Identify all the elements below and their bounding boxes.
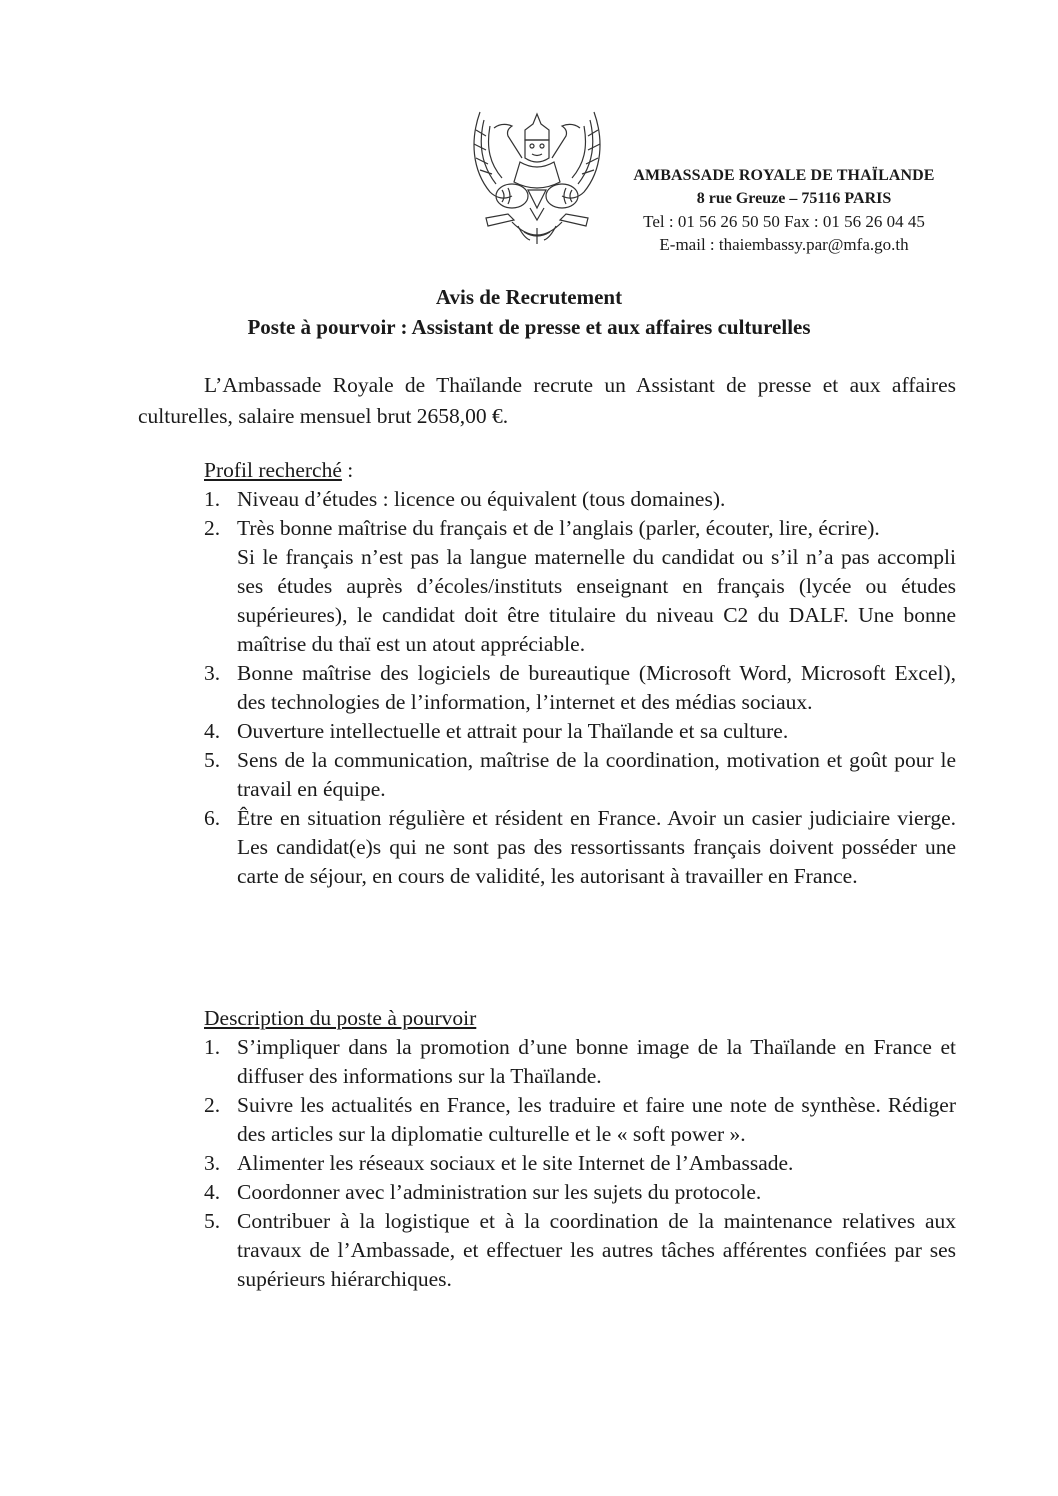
item-number: 1. [204,487,221,511]
item-number: 4. [204,1180,221,1204]
item-number: 4. [204,719,221,743]
document-subtitle: Poste à pourvoir : Assistant de presse et aux affaires culturelles [247,315,811,339]
profile-section [204,456,956,891]
letterhead [614,164,954,256]
item-text: Bonne maîtrise des logiciels de bureautique (Microsoft Word, Microsoft Excel), des technologies de l’information, l’internet et des médias sociaux. [237,661,956,714]
item-text: Être en situation régulière et résident en France. Avoir un casier judiciaire vierge. Les candidat(e)s qui ne sont pas des ressortissants français doivent posséder une carte de séjour, en cours de validité, les autorisant à travailler en France. [237,806,956,888]
description-section-title: Description du poste à pourvoir [204,1006,477,1030]
address: 8 rue Greuze – 75116 PARIS [696,190,892,207]
description-list [204,1033,956,1294]
item-number: 3. [204,1151,221,1175]
description-item [204,1033,956,1091]
profile-item [204,659,956,717]
item-text: Alimenter les réseaux sociaux et le site Internet de l’Ambassade. [237,1151,794,1175]
item-number: 3. [204,661,221,685]
profile-list [204,485,956,891]
item-extra-text: Si le français n’est pas la langue maternelle du candidat ou s’il n’a pas accompli ses études auprès d’écoles/instituts enseignant en français (lycée ou études supérieures), le candidat doit être titulaire du niveau C2 du DALF. Une bonne maîtrise du thaï est un atout appréciable. [237,545,956,656]
document-heading [0,282,1058,342]
item-number: 2. [204,516,221,540]
item-text: Ouverture intellectuelle et attrait pour la Thaïlande et sa culture. [237,719,789,743]
description-item [204,1178,956,1207]
profile-item [204,717,956,746]
item-number: 5. [204,1209,221,1233]
item-number: 6. [204,806,221,830]
profile-item [204,746,956,804]
description-section [204,1004,956,1294]
item-text: Très bonne maîtrise du français et de l’anglais (parler, écouter, lire, écrire). [237,516,880,540]
profile-title-suffix: : [341,458,354,482]
profile-item [204,485,956,514]
item-text: S’impliquer dans la promotion d’une bonne image de la Thaïlande en France et diffuser des informations sur la Thaïlande. [237,1035,956,1088]
profile-item [204,804,956,891]
item-text: Coordonner avec l’administration sur les sujets du protocole. [237,1180,762,1204]
item-number: 1. [204,1035,221,1059]
email: E-mail : thaiembassy.par@mfa.go.th [659,235,909,254]
intro-paragraph: L’Ambassade Royale de Thaïlande recrute un Assistant de presse et aux affaires culturelles, salaire mensuel brut 2658,00 €. [138,373,956,428]
item-text: Contribuer à la logistique et à la coordination de la maintenance relatives aux travaux de l’Ambassade, et effectuer les autres tâches afférentes confiées par ses supérieurs hiérarchiques. [237,1209,956,1291]
document-title: Avis de Recrutement [435,285,623,309]
description-item [204,1149,956,1178]
profile-item [204,514,956,659]
garuda-emblem-icon [462,100,612,250]
item-number: 2. [204,1093,221,1117]
description-item [204,1091,956,1149]
phone-fax: Tel : 01 56 26 50 50 Fax : 01 56 26 04 45 [643,212,925,231]
organization-name: AMBASSADE ROYALE DE THAÏLANDE [633,167,935,184]
item-number: 5. [204,748,221,772]
profile-section-title: Profil recherché [204,458,342,482]
item-text: Sens de la communication, maîtrise de la coordination, motivation et goût pour le travail en équipe. [237,748,956,801]
item-text: Suivre les actualités en France, les traduire et faire une note de synthèse. Rédiger des articles sur la diplomatie culturelle et le « soft power ». [237,1093,956,1146]
item-text: Niveau d’études : licence ou équivalent (tous domaines). [237,487,726,511]
description-item [204,1207,956,1294]
